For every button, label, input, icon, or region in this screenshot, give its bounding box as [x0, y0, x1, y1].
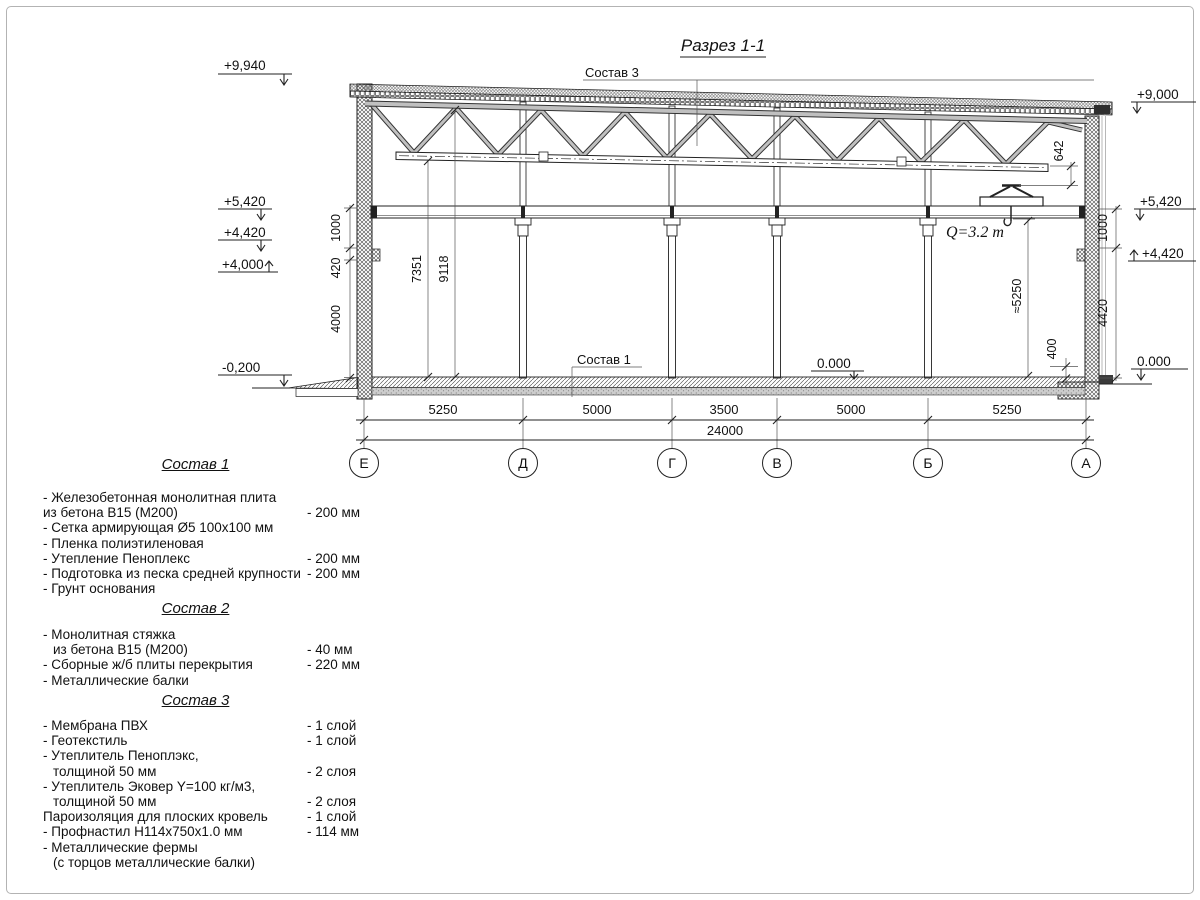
- composition-1-heading: Состав 1: [161, 456, 230, 473]
- dim-span-4: 5000: [836, 402, 866, 417]
- column: [515, 218, 531, 378]
- column: [664, 218, 680, 378]
- truss-bottom-chord: [396, 152, 1048, 172]
- dim-1000-left: 1000: [329, 214, 343, 242]
- dimensions-crane: [1010, 141, 1078, 380]
- elevation-right-4420: +4,420: [1142, 246, 1184, 261]
- elevation-left-ground: -0,200: [222, 360, 261, 375]
- layer-label: толщиной 50 мм: [53, 793, 157, 809]
- floor-composition-callout: Состав 1: [577, 352, 631, 367]
- layer-label: Пароизоляция для плоских кровель: [43, 809, 268, 825]
- dim-642: 642: [1052, 140, 1066, 162]
- layer-thickness: - 40 мм: [307, 642, 353, 658]
- layer-item: [43, 642, 373, 657]
- layer-item: [43, 718, 373, 733]
- truss: [365, 104, 1087, 172]
- dim-span-3: 3500: [709, 402, 739, 417]
- layer-label: - Сборные ж/б плиты перекрытия: [43, 657, 253, 673]
- roof-fascia: [1094, 105, 1110, 114]
- layer-item: [43, 581, 373, 596]
- layer-label: - Монолитная стяжка: [43, 627, 176, 642]
- layer-label: - Утеплитель Пеноплэкс,: [43, 748, 199, 764]
- layer-item: [43, 657, 373, 672]
- left-wall: [357, 84, 380, 399]
- right-wall: [1058, 116, 1113, 399]
- axis-label: Е: [359, 455, 369, 471]
- composition-3-heading: Состав 3: [161, 692, 230, 709]
- gusset-plate: [539, 152, 548, 161]
- layer-label: - Металлические балки: [43, 672, 189, 688]
- layer-label: - Мембрана ПВХ: [43, 718, 148, 733]
- layer-item: [43, 566, 373, 581]
- layer-label: - Металлические фермы: [43, 839, 198, 855]
- layer-item: [43, 748, 373, 763]
- layer-label: - Пленка полиэтиленовая: [43, 535, 204, 551]
- layer-label: - Утеплитель Эковер Y=100 кг/м3,: [43, 778, 256, 794]
- axis-label: Г: [668, 455, 676, 471]
- layer-item: [43, 627, 373, 642]
- composition-3-block: [43, 692, 373, 870]
- plinth-block: [1099, 375, 1113, 384]
- layer-item: [43, 824, 373, 839]
- dim-4000: 4000: [329, 305, 343, 333]
- elevation-left-4000: +4,000: [222, 257, 264, 272]
- entry-ramp: [288, 378, 358, 389]
- layer-item: [43, 764, 373, 779]
- axis-label: Б: [923, 455, 933, 471]
- dim-1000-right: 1000: [1096, 214, 1110, 242]
- sand-layer: [372, 388, 1085, 396]
- layer-item: [43, 536, 373, 551]
- dim-5250-hook: ≈5250: [1010, 278, 1024, 314]
- layer-item: [43, 855, 373, 870]
- layer-item: [43, 779, 373, 794]
- dim-420: 420: [329, 257, 343, 279]
- layer-thickness: - 1 слой: [307, 809, 357, 825]
- layer-item: [43, 673, 373, 688]
- dim-4420: 4420: [1096, 299, 1110, 327]
- dimensions-left: [329, 204, 357, 382]
- elevation-left-5420: +5,420: [224, 194, 266, 209]
- roof-composition-callout: Состав 3: [585, 65, 639, 80]
- crane-hook: [1004, 219, 1011, 226]
- grid-axes: [350, 449, 1101, 478]
- dimensions-bottom: [356, 398, 1094, 449]
- layer-thickness: - 200 мм: [307, 505, 361, 521]
- slab-layer: [372, 377, 1085, 388]
- axis-label: Д: [518, 455, 528, 471]
- crane-runway-beam: [371, 206, 1085, 218]
- layer-thickness: - 200 мм: [307, 550, 361, 566]
- composition-1-block: [43, 456, 373, 596]
- elevation-left-top: +9,940: [224, 58, 266, 73]
- layer-item: [43, 505, 373, 520]
- layer-label: толщиной 50 мм: [53, 763, 157, 779]
- layer-thickness: - 2 слоя: [307, 793, 357, 809]
- dim-9118: 9118: [437, 255, 451, 283]
- column: [920, 218, 936, 378]
- dim-span-1: 5250: [428, 402, 458, 417]
- axis-label: В: [772, 455, 782, 471]
- elevation-left-4420: +4,420: [224, 225, 266, 240]
- layer-label: - Утепление Пеноплекс: [43, 550, 190, 566]
- layer-thickness: - 1 слой: [307, 733, 357, 749]
- layer-item: [43, 520, 373, 535]
- elevation-right-5420: +5,420: [1140, 194, 1182, 209]
- elevation-right-zero: 0.000: [1137, 354, 1171, 369]
- composition-2-block: [43, 600, 373, 688]
- layer-label: - Подготовка из песка средней крупности: [43, 565, 301, 581]
- layer-item: [43, 551, 373, 566]
- layer-label: (с торцов металлические балки): [53, 854, 255, 870]
- floor-slab: [252, 377, 1152, 397]
- gusset-plate: [897, 157, 906, 166]
- layer-label: из бетона В15 (М200): [53, 642, 188, 658]
- layer-label: - Железобетонная монолитная плита: [43, 490, 277, 505]
- dim-span-5: 5250: [992, 402, 1022, 417]
- layer-label: из бетона В15 (М200): [43, 505, 178, 521]
- layer-label: - Грунт основания: [43, 581, 156, 597]
- layer-item: [43, 794, 373, 809]
- elevation-right-top: +9,000: [1137, 87, 1179, 102]
- layer-item: [43, 840, 373, 855]
- dim-400: 400: [1045, 338, 1059, 360]
- layer-label: - Сетка армирующая Ø5 100х100 мм: [43, 520, 274, 536]
- dimensions-right: [1045, 205, 1122, 385]
- layer-label: - Геотекстиль: [43, 733, 128, 749]
- layer-item: [43, 490, 373, 505]
- layer-thickness: - 2 слоя: [307, 763, 357, 779]
- dim-span-2: 5000: [582, 402, 612, 417]
- layer-thickness: - 114 мм: [307, 824, 360, 840]
- crane-capacity-label: Q=3.2 т: [946, 224, 1004, 241]
- layer-label: - Профнастил Н114х750х1.0 мм: [43, 824, 243, 840]
- layer-item: [43, 809, 373, 824]
- composition-2-heading: Состав 2: [161, 600, 230, 617]
- layer-thickness: - 1 слой: [307, 718, 357, 733]
- layer-item: [43, 733, 373, 748]
- layer-thickness: - 220 мм: [307, 657, 361, 673]
- column: [769, 218, 785, 378]
- dim-total: 24000: [706, 423, 744, 438]
- axis-label: А: [1081, 455, 1091, 471]
- trolley-body: [980, 197, 1043, 206]
- drawing-title: [680, 36, 766, 57]
- section-title: Разрез 1-1: [680, 36, 766, 55]
- layer-thickness: - 200 мм: [307, 565, 361, 581]
- elevation-floor-zero: 0.000: [817, 356, 851, 371]
- dim-7351: 7351: [410, 255, 424, 283]
